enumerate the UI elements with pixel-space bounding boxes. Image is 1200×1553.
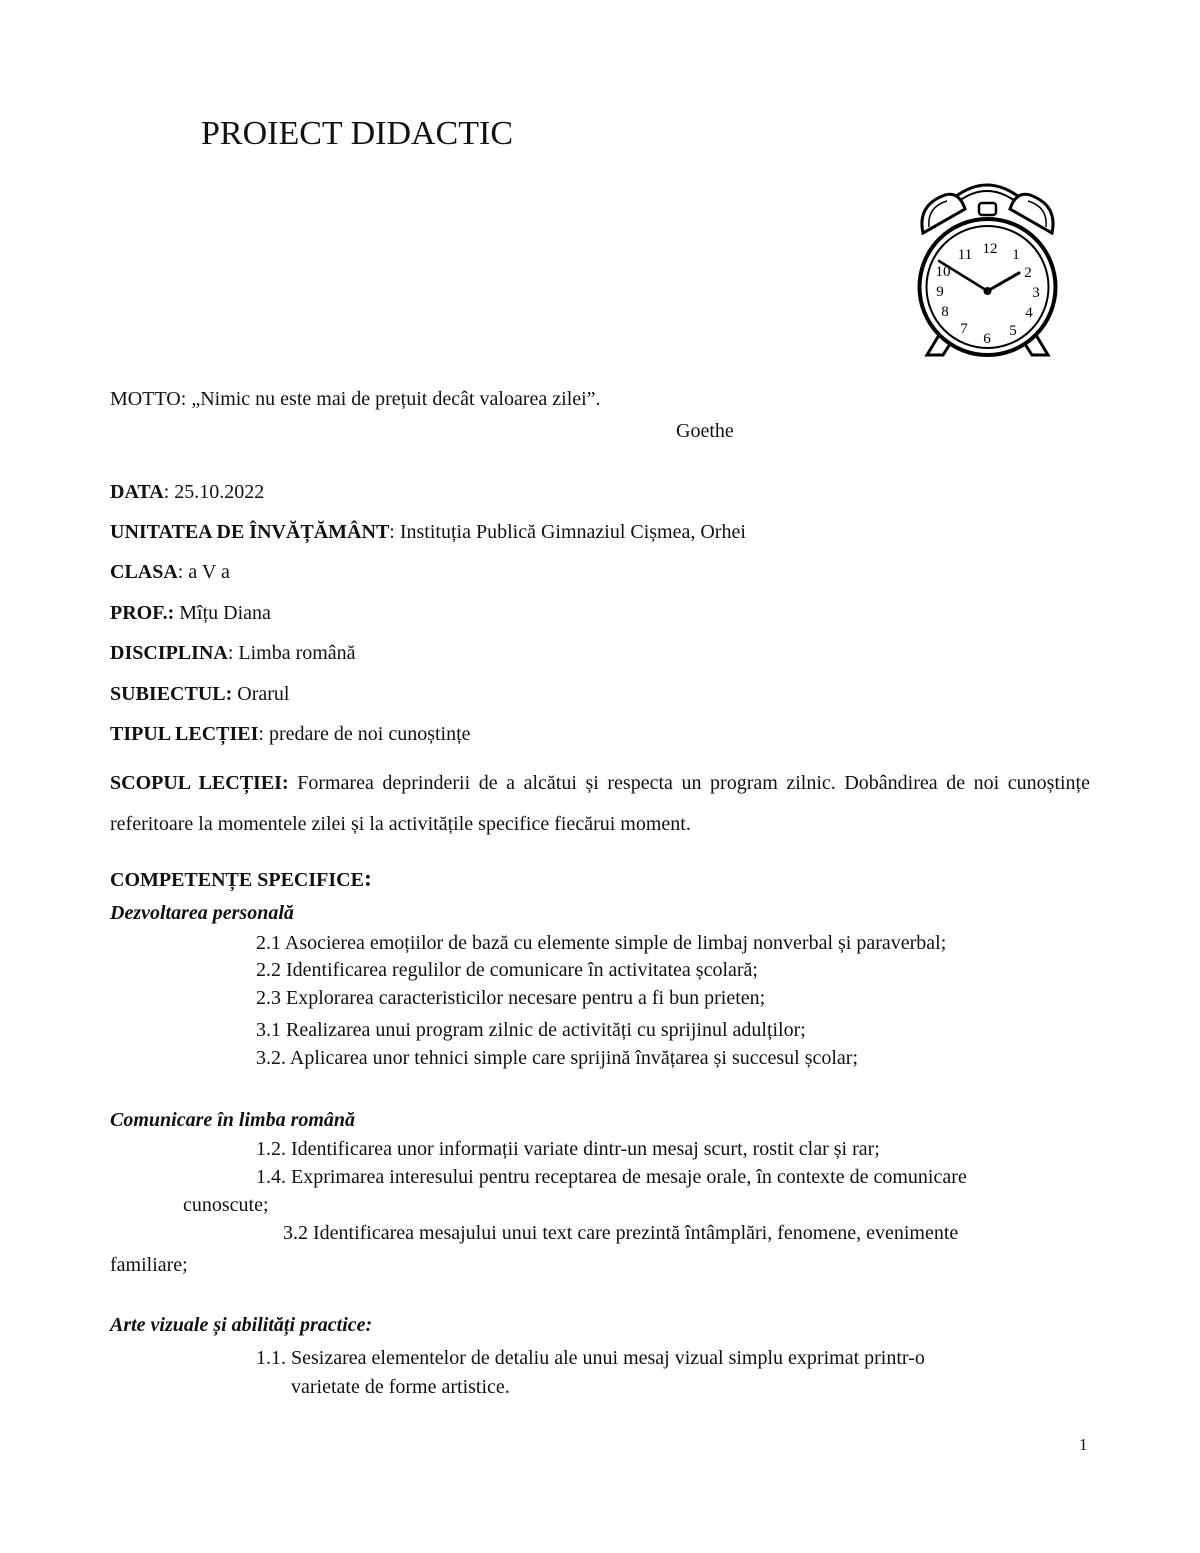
motto-author: Goethe [676,420,734,442]
competence-item: 2.2 Identificarea regulilor de comunicare în activitatea școlară; [256,959,758,981]
field-label: UNITATEA DE ÎNVĂȚĂMÂNT [110,521,390,543]
field-value: : Limba română [227,642,356,664]
field-subiectul [110,682,289,706]
field-disciplina [110,641,356,665]
field-label: DISCIPLINA [110,642,228,664]
clock-numeral: 12 [982,241,998,257]
field-label: TIPUL LECȚIEI [110,723,259,745]
field-value: : Instituția Publică Gimnaziul Cișmea, Orhei [389,521,746,543]
clock-numeral: 3 [1032,285,1040,301]
field-value: : predare de noi cunoștințe [258,723,471,745]
field-data [110,480,264,504]
competence-item-continued: familiare; [110,1254,188,1276]
page-number: 1 [1079,1435,1088,1454]
field-value: Orarul [232,683,290,705]
clock-numeral: 8 [941,304,949,320]
field-label: CLASA [110,561,178,583]
field-label: PROF.: [110,602,175,624]
field-clasa [110,560,230,584]
competence-item-continued: varietate de forme artistice. [291,1376,510,1398]
competence-item: 2.3 Explorarea caracteristicilor necesare pentru a fi bun prieten; [256,987,766,1009]
clock-numeral: 9 [936,284,944,300]
competences-heading [110,867,372,892]
section-title-comunicare: Comunicare în limba română [110,1109,356,1131]
clock-numeral: 10 [935,264,951,280]
competence-item: 1.4. Exprimarea interesului pentru receptarea de mesaje orale, în contexte de comunicare [256,1166,967,1188]
competences-heading-colon: : [363,866,372,892]
clock-numeral: 2 [1024,265,1032,281]
clock-numeral: 1 [1012,247,1020,263]
competence-item: 3.2 Identificarea mesajului unui text care prezintă întâmplări, fenomene, evenimente [283,1222,959,1244]
clock-numeral: 11 [957,247,973,263]
field-value: : a V a [177,561,230,583]
document-title: PROIECT DIDACTIC [201,115,513,152]
competence-item: 1.1. Sesizarea elementelor de detaliu ale unui mesaj vizual simplu exprimat printr-o [256,1347,925,1369]
competence-item: 2.1 Asocierea emoțiilor de bază cu elemente simple de limbaj nonverbal și paraverbal; [256,932,947,954]
scope-label: SCOPUL LECȚIEI: [110,772,289,794]
motto-text: „Nimic nu este mai de prețuit decât valoarea zilei”. [186,388,601,410]
section-title-dezvoltare: Dezvoltarea personală [110,902,294,924]
competences-heading-text: COMPETENȚE SPECIFICE [110,869,364,891]
clock-numeral: 7 [960,321,968,337]
scope-paragraph [110,763,1090,845]
field-tipul-lectiei [110,722,471,746]
clock-numeral: 5 [1009,323,1017,339]
competence-item: 1.2. Identificarea unor informații variate dintr-un mesaj scurt, rostit clar și rar; [256,1138,880,1160]
clock-numeral: 4 [1025,305,1033,321]
scope-text: Formarea deprinderii de a alcătui și respecta un program zilnic. Dobândirea de noi cunoștințe referitoare la momentele zilei și la activitățile specifice fiecărui moment. [110,772,1090,835]
field-value: : 25.10.2022 [163,481,265,503]
motto-line [110,387,601,411]
clock-numeral: 6 [983,331,991,347]
field-label: SUBIECTUL: [110,683,233,705]
field-unitatea [110,520,746,544]
competence-item: 3.1 Realizarea unui program zilnic de activități cu sprijinul adulților; [256,1019,806,1041]
motto-label: MOTTO: [110,388,187,410]
competence-item-continued: cunoscute; [183,1194,269,1216]
competence-item: 3.2. Aplicarea unor tehnici simple care sprijină învățarea și succesul școlar; [256,1047,859,1069]
field-label: DATA [110,481,164,503]
alarm-clock-icon [915,175,1060,360]
field-prof [110,601,271,625]
field-value: Mîțu Diana [174,602,271,624]
section-title-arte: Arte vizuale și abilități practice: [110,1314,373,1336]
